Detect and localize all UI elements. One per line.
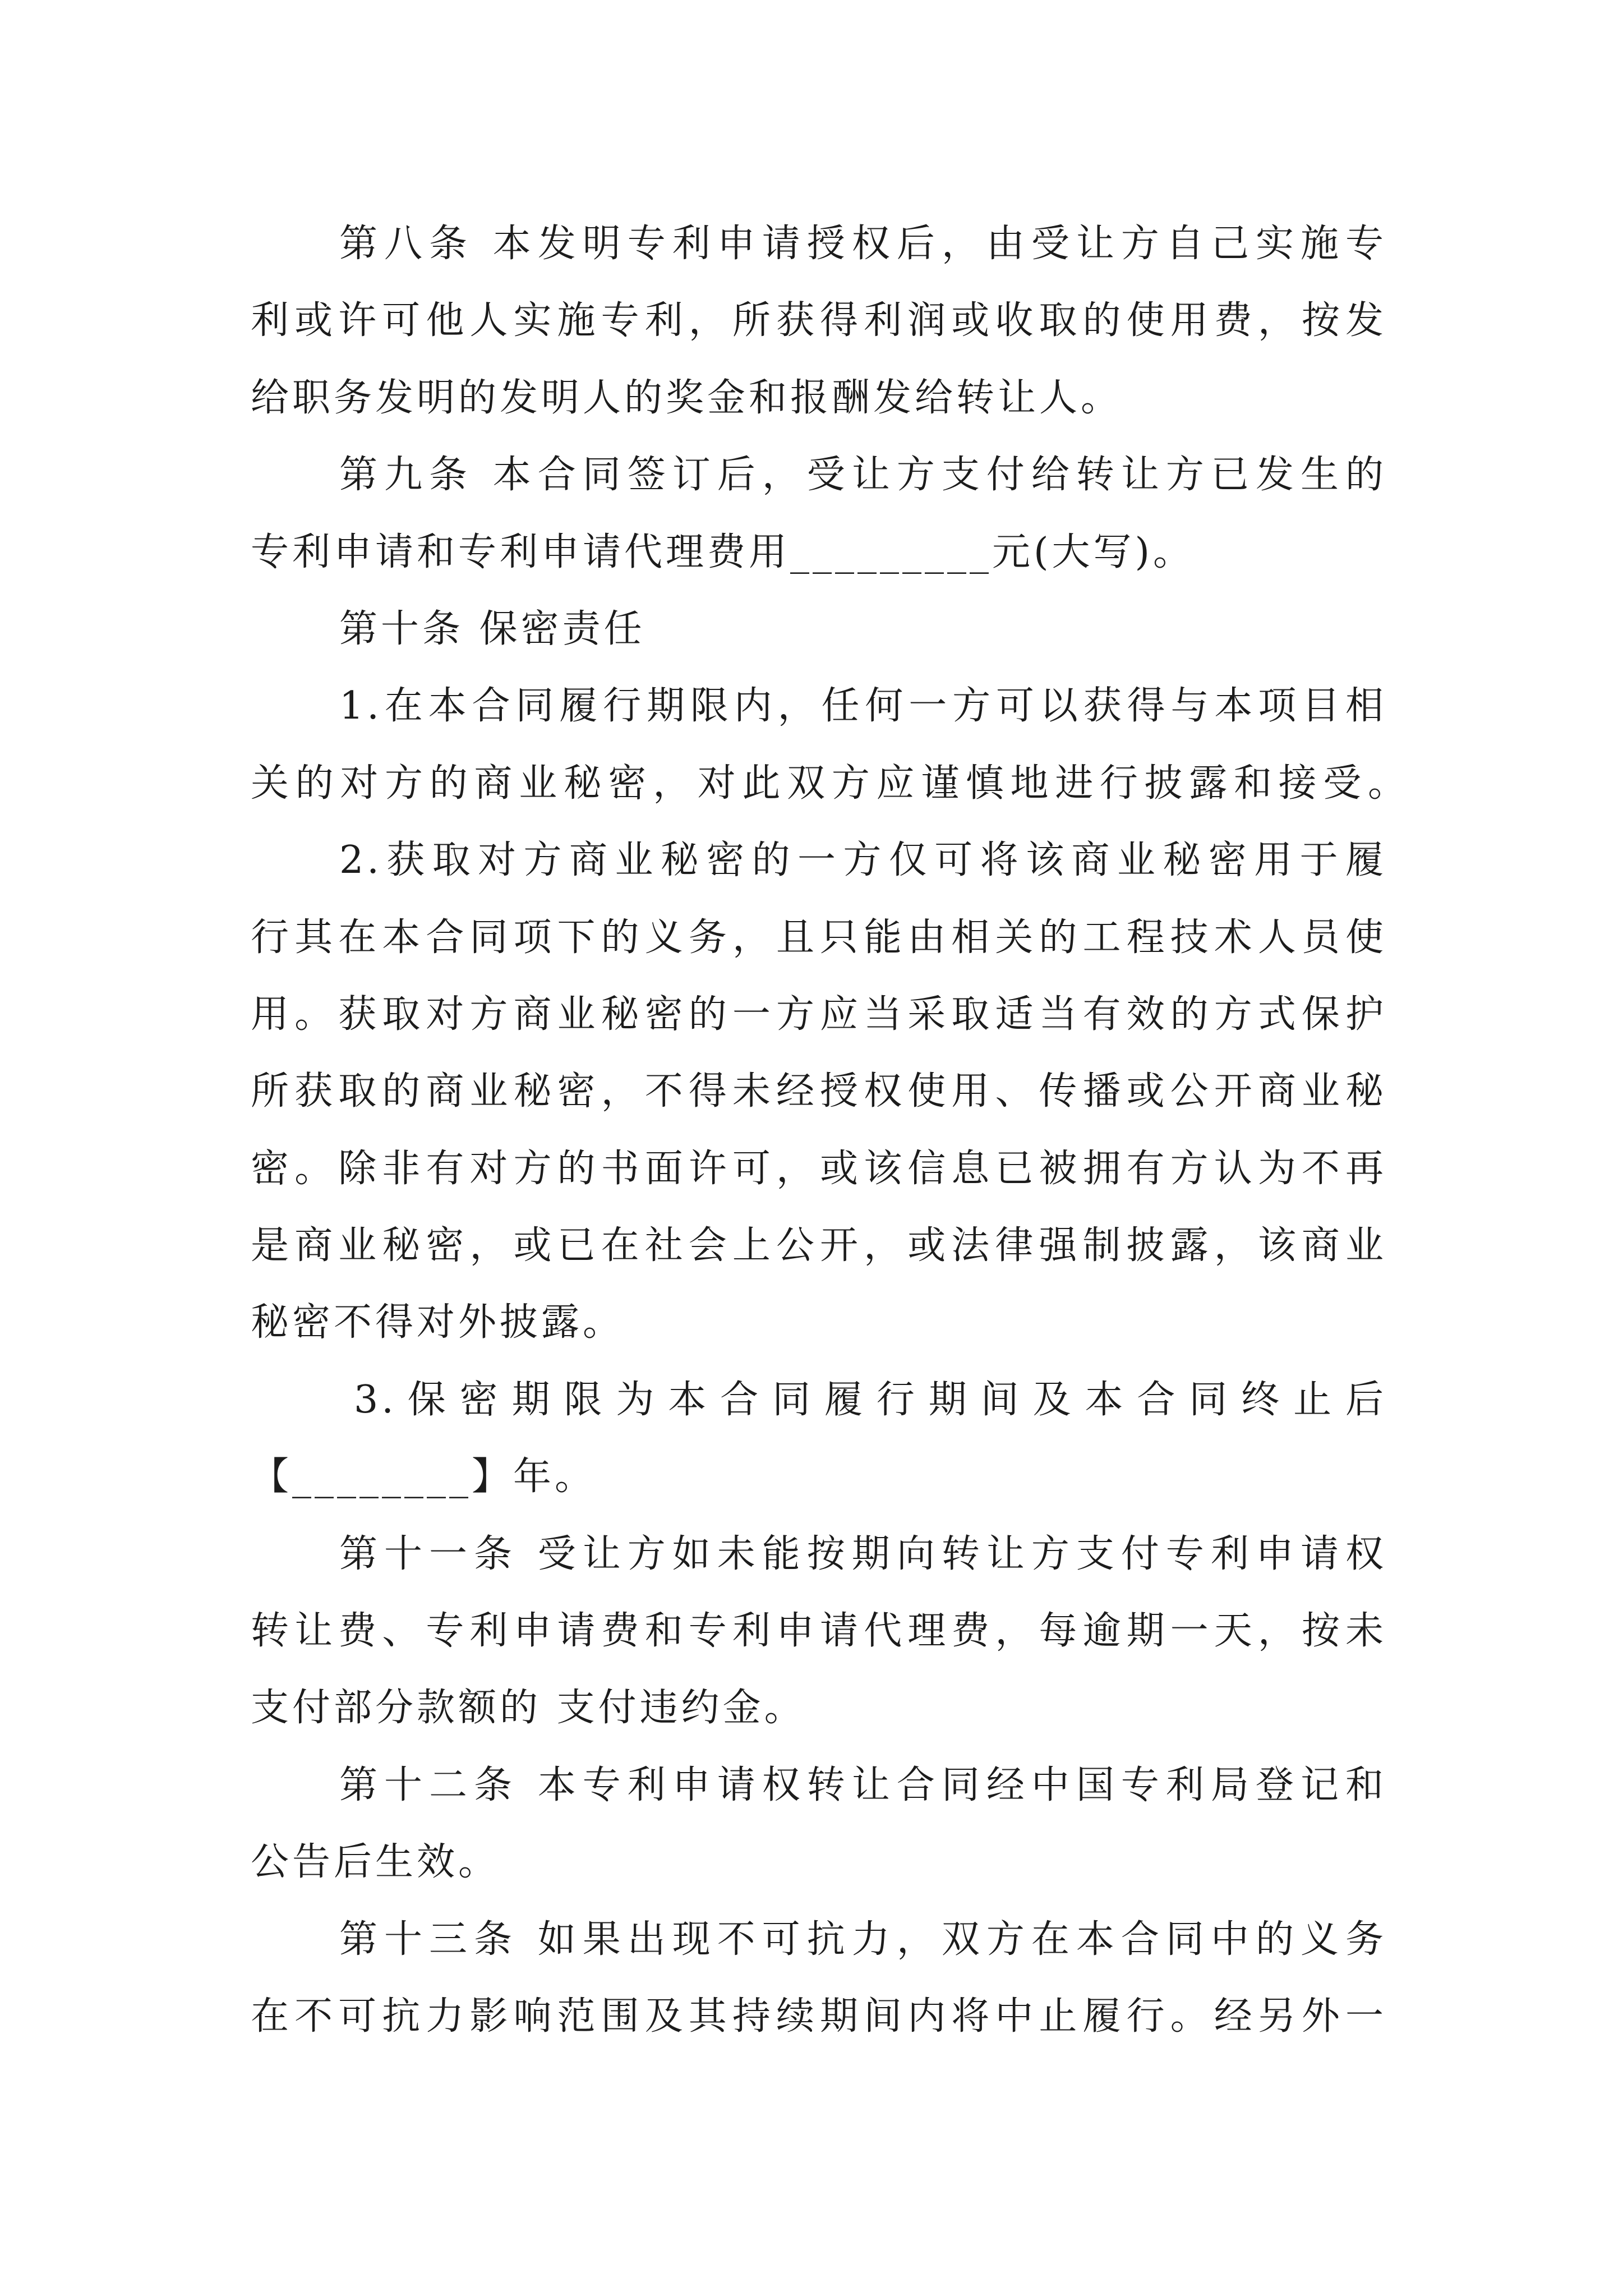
confidentiality-item-1 bbox=[251, 668, 1409, 822]
text-line: 关的对方的商业秘密，对此双方应谨慎地进行披露和接受。 bbox=[251, 761, 1409, 806]
fee-blank-line: 专利申请和专利申请代理费用_________元(大写)。 bbox=[251, 530, 1195, 574]
text-line: 给职务发明的发明人的奖金和报酬发给转让人。 bbox=[251, 375, 1123, 420]
text-line: 公告后生效。 bbox=[251, 1840, 500, 1885]
text-line: 第十一条 受让方如未能按期向转让方支付专利申请权 bbox=[339, 1531, 1387, 1576]
text-line: 在不可抗力影响范围及其持续期间内将中止履行。经另外一 bbox=[251, 1994, 1387, 2039]
text-line: 支付部分款额的 支付违约金。 bbox=[251, 1686, 806, 1731]
text-line: 用。获取对方商业秘密的一方应当采取适当有效的方式保护 bbox=[251, 992, 1387, 1037]
text-line: 转让费、专利申请费和专利申请代理费，每逾期一天，按未 bbox=[251, 1609, 1387, 1654]
contract-body bbox=[251, 205, 1409, 2055]
article-11 bbox=[251, 1516, 1387, 1747]
text-line: 第十二条 本专利申请权转让合同经中国专利局登记和 bbox=[339, 1763, 1387, 1807]
text-line: 利或许可他人实施专利，所获得利润或收取的使用费，按发 bbox=[251, 298, 1387, 343]
years-blank-line: 【________】年。 bbox=[251, 1455, 597, 1499]
text-line: 所获取的商业秘密，不得未经授权使用、传播或公开商业秘 bbox=[251, 1069, 1387, 1114]
text-line: 是商业秘密，或已在社会上公开，或法律强制披露，该商业 bbox=[251, 1223, 1387, 1268]
text-line: 行其在本合同项下的义务，且只能由相关的工程技术人员使 bbox=[251, 915, 1387, 960]
text-line: 密。除非有对方的书面许可，或该信息已被拥有方认为不再 bbox=[251, 1146, 1387, 1191]
text-line: 第八条 本发明专利申请授权后，由受让方自己实施专 bbox=[339, 222, 1387, 266]
article-10-heading bbox=[251, 591, 1387, 668]
text-line: 秘密不得对外披露。 bbox=[251, 1300, 625, 1345]
confidentiality-item-3 bbox=[251, 1361, 1387, 1516]
text-line: 3.保密期限为本合同履行期间及本合同终止后 bbox=[354, 1377, 1387, 1422]
article-8 bbox=[251, 205, 1387, 436]
text-line: 2.获取对方商业秘密的一方仅可将该商业秘密用于履 bbox=[339, 838, 1387, 883]
text-line: 1.在本合同履行期限内，任何一方可以获得与本项目相 bbox=[339, 684, 1387, 729]
confidentiality-item-2 bbox=[251, 822, 1387, 1361]
section-heading: 第十条 保密责任 bbox=[339, 606, 645, 651]
text-line: 第十三条 如果出现不可抗力，双方在本合同中的义务 bbox=[339, 1917, 1387, 1962]
article-13 bbox=[251, 1901, 1387, 2055]
article-9 bbox=[251, 436, 1387, 591]
text-line: 第九条 本合同签订后，受让方支付给转让方已发生的 bbox=[339, 453, 1387, 498]
article-12 bbox=[251, 1747, 1387, 1901]
